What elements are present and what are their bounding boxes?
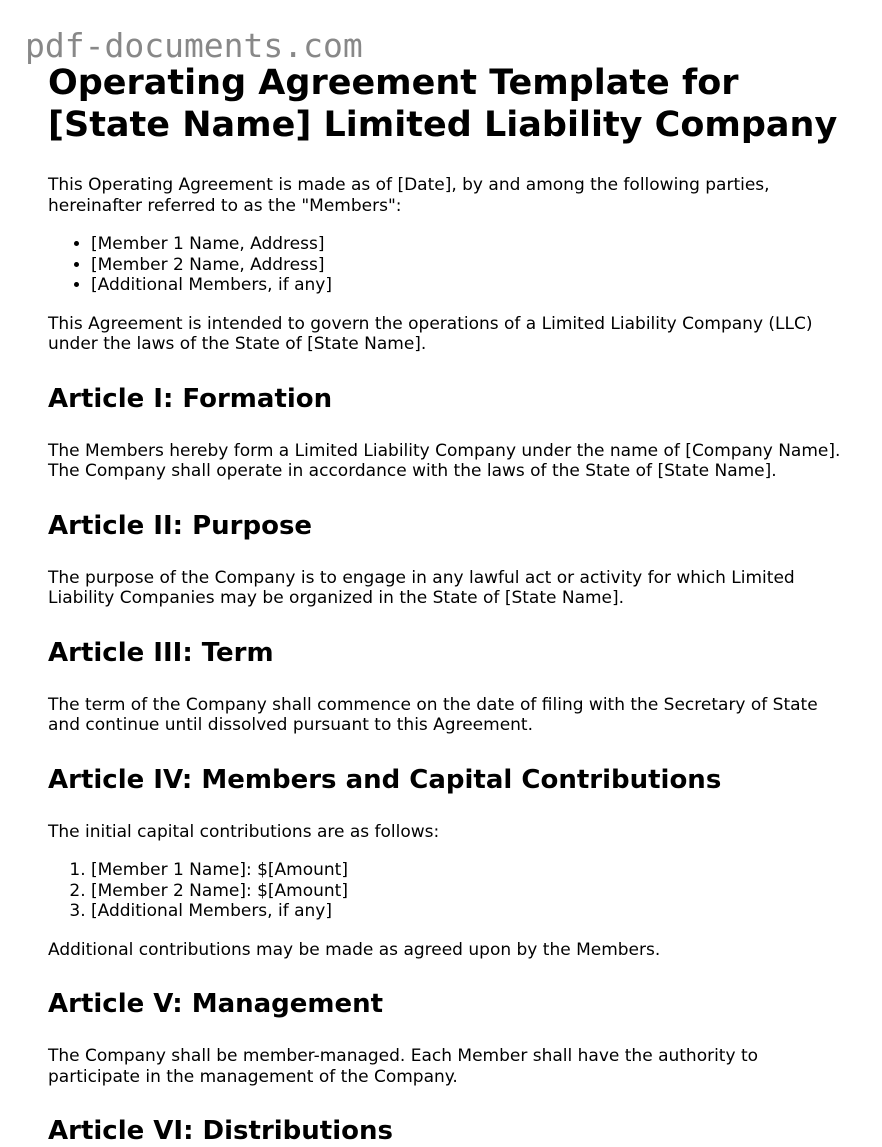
members-list	[48, 234, 848, 296]
document-body	[48, 62, 848, 1147]
article-heading-formation: Article I: Formation	[48, 383, 333, 414]
watermark: pdf-documents.com	[25, 26, 363, 65]
article-heading-members-capital: Article IV: Members and Capital Contributions	[48, 764, 722, 795]
article-heading-purpose: Article II: Purpose	[48, 510, 313, 541]
article-text-term: The term of the Company shall commence on the date of filing with the Secretary of State and continue until dissolved pursuant to this Agreement.	[48, 694, 818, 735]
intro-paragraph: This Operating Agreement is made as of [Date], by and among the following parties, hereinafter referred to as the "Members":	[48, 175, 770, 216]
article-text-management: The Company shall be member-managed. Each Member shall have the authority to participate in the management of the Company.	[48, 1046, 759, 1087]
contributions-list	[48, 860, 848, 922]
list-item: 3. [Additional Members, if any]	[91, 901, 848, 922]
article-text-purpose: The purpose of the Company is to engage in any lawful act or activity for which Limited Liability Companies may be organized in the State of [State Name].	[48, 567, 795, 608]
article-text-members-capital: The initial capital contributions are as follows:	[48, 821, 440, 842]
list-item: 1. [Member 1 Name]: $[Amount]	[91, 860, 848, 881]
article-text-formation: The Members hereby form a Limited Liability Company under the name of [Company Name]. The Company shall operate in accordance with the laws of the State of [State Name].	[48, 440, 841, 481]
document-title: Operating Agreement Template for [State Name] Limited Liability Company	[48, 63, 838, 145]
additional-contributions-text: Additional contributions may be made as agreed upon by the Members.	[48, 939, 661, 960]
article-heading-management: Article V: Management	[48, 989, 384, 1019]
list-item: • [Additional Members, if any]	[91, 275, 848, 296]
list-item: 2. [Member 2 Name]: $[Amount]	[91, 881, 848, 902]
article-heading-term: Article III: Term	[48, 637, 274, 668]
intro-purpose-paragraph: This Agreement is intended to govern the operations of a Limited Liability Company (LLC) under the laws of the State of [State Name].	[48, 313, 813, 354]
list-item: • [Member 2 Name, Address]	[91, 255, 848, 276]
article-heading-distributions: Article VI: Distributions	[48, 1116, 393, 1146]
list-item: • [Member 1 Name, Address]	[91, 234, 848, 255]
